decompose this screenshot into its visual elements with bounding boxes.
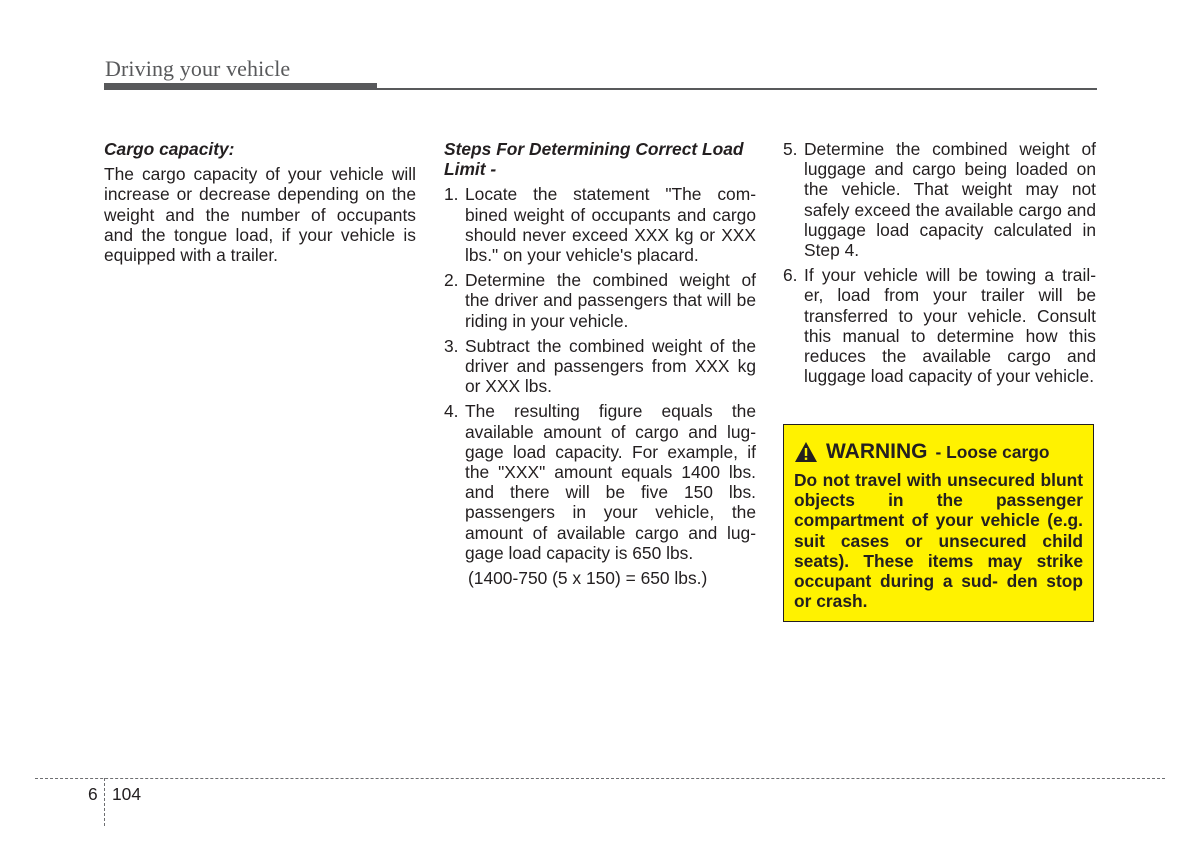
list-item — [783, 139, 1096, 260]
warning-box — [783, 424, 1094, 622]
cargo-capacity-heading: Cargo capacity: — [104, 139, 235, 159]
step-text: Determine the combined weight of luggage and cargo being loaded on the vehicle. That weight may not safely exceed the available cargo and luggage load capacity calculated in Step 4. — [804, 139, 1096, 261]
header-rule-accent — [104, 83, 377, 90]
step-number: 1. — [444, 184, 459, 205]
warning-title: WARNING — [826, 440, 928, 463]
list-item — [444, 401, 756, 563]
section-title: Driving your vehicle — [105, 56, 291, 81]
column-steps-continued — [783, 139, 1096, 391]
step-number: 2. — [444, 270, 459, 291]
list-item — [783, 265, 1096, 386]
step-number: 6. — [783, 265, 798, 286]
steps-list — [444, 184, 756, 563]
steps-list — [783, 139, 1096, 386]
list-item — [444, 184, 756, 265]
warning-header — [794, 440, 1083, 464]
load-limit-heading: Steps For Determining Correct Load Limit - — [444, 139, 744, 180]
cargo-capacity-text: The cargo capacity of your vehicle will increase or decrease depending on the weight and the number of occupants and the tongue load, if your vehicle is equipped with a trailer. — [104, 164, 416, 266]
warning-text: Do not travel with unsecured blunt objects in the passenger compartment of your vehicle (e.g. suit cases or unsecured child seats). These items may strike occupant during a sud- den stop or crash. — [794, 470, 1083, 612]
step-number: 4. — [444, 401, 459, 422]
step-text: Determine the combined weight of the driver and passengers that will be riding in your vehicle. — [465, 270, 756, 331]
warning-subtitle: - Loose cargo — [935, 441, 1050, 462]
step-number: 3. — [444, 335, 459, 356]
page-number: 104 — [112, 784, 142, 804]
column-load-limit-steps — [444, 139, 756, 588]
step-text: Subtract the combined weight of the driver and passengers from XXX kg or XXX lbs. — [465, 335, 756, 397]
step-text: Locate the statement "The com- bined weight of occupants and cargo should never exceed XXX kg or XXX lbs." on your vehicle's placard. — [465, 184, 756, 266]
list-item — [444, 270, 756, 331]
list-item — [444, 336, 756, 397]
formula-example: (1400-750 (5 x 150) = 650 lbs.) — [468, 568, 708, 589]
step-text: If your vehicle will be towing a trail- er, load from your trailer will be transferred to your vehicle. Consult this manual to determine how this reduces the available cargo and luggage load capacity of your vehicle. — [804, 265, 1096, 387]
step-number: 5. — [783, 139, 798, 159]
column-cargo-capacity — [104, 139, 416, 265]
warning-triangle-icon — [794, 441, 818, 463]
step-text: The resulting figure equals the available amount of cargo and lug- gage load capacity. For example, if the "XXX" amount equals 1400 lbs. and there will be five 150 lbs. passengers in your vehicle, the amount of available cargo and lug- gage load capacity is 650 lbs. — [465, 401, 756, 563]
chapter-number: 6 — [88, 784, 98, 804]
footer-separator — [104, 778, 105, 826]
footer-divider — [35, 778, 1165, 779]
